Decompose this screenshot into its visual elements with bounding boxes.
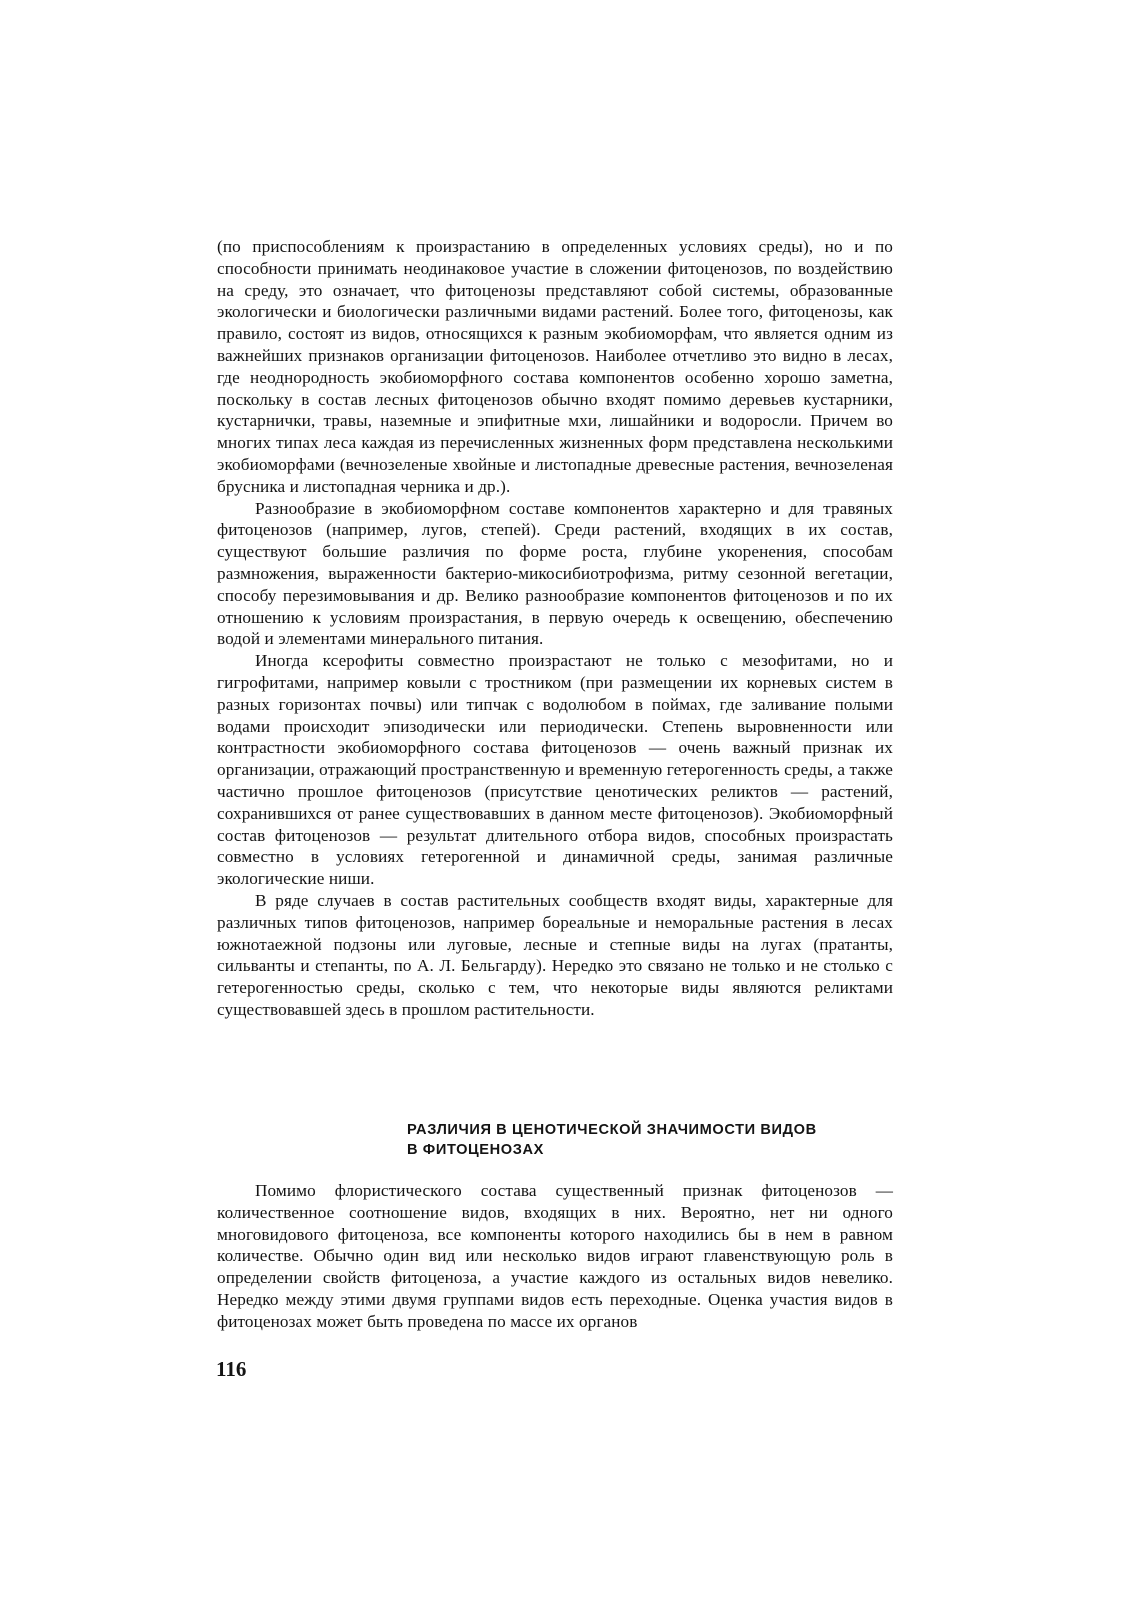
paragraph-diversity-grass: Разнообразие в экобиоморфном составе компонентов характерно и для травяных фитоценозов (например, лугов, степей). Среди растений, входящих в их состав, существуют большие различия по форме роста, глубине укоренения, способам размножения, выраженности бактерио-микосибиотрофизма, ритму сезонной вегетации, способу перезимовывания и др. Велико разнообразие компонентов фитоценозов и по их отношению к условиям произрастания, в первую очередь к освещению, обеспечению водой и элементами минерального питания.: [217, 498, 893, 649]
paragraph-xerophytes: Иногда ксерофиты совместно произрастают не только с мезофитами, но и гигрофитами, например ковыли с тростником (при размещении их корневых систем в разных горизонтах почвы) или типчак с водолюбом в поймах, где заливание полыми водами происходит эпизодически или периодически. Степень выровненности или контрастности экобиоморфного состава фитоценозов — очень важный признак их организации, отражающий пространственную и временную гетерогенность среды, а также частично прошлое фитоценозов (присутствие ценотических реликтов — растений, сохранившихся от ранее существовавших в данном месте фитоценозов). Экобиоморфный состав фитоценозов — результат длительного отбора видов, способных произрастать совместно в условиях гетерогенной и динамичной среды, занимая различные экологические ниши.: [217, 651, 893, 889]
section-heading-line-2: В ФИТОЦЕНОЗАХ: [407, 1142, 544, 1158]
section-text: [217, 1180, 893, 1333]
section-heading: [407, 1120, 887, 1160]
section-heading-line-1: РАЗЛИЧИЯ В ЦЕНОТИЧЕСКОЙ ЗНАЧИМОСТИ ВИДОВ: [407, 1122, 817, 1138]
paragraph-community-species: В ряде случаев в состав растительных сообществ входят виды, характерные для различных типов фитоценозов, например бореальные и неморальные растения в лесах южнотаежной подзоны или луговые, лесные и степные виды на лугах (пратанты, сильванты и степанты, по А. Л. Бельгарду). Нередко это связано не только и не столько с гетерогенностью среды, сколько с тем, что некоторые виды являются реликтами существовавшей здесь в прошлом растительности.: [217, 890, 893, 1019]
page-number: 116: [216, 1357, 247, 1381]
paragraph-floristic-composition: Помимо флористического состава существенный признак фитоценозов — количественное соотношение видов, входящих в них. Вероятно, нет ни одного многовидового фитоценоза, все компоненты которого находились бы в нем в равном количестве. Обычно один вид или несколько видов играют главенствующую роль в определении свойств фитоценоза, а участие каждого из остальных видов невелико. Нередко между этими двумя группами видов есть переходные. Оценка участия видов в фитоценозах может быть проведена по массе их органов: [217, 1181, 893, 1331]
body-text: [217, 236, 893, 1021]
paragraph-continuation: (по приспособлениям к произрастанию в определенных условиях среды), но и по способности принимать неодинаковое участие в сложении фитоценозов, по воздействию на среду, это означает, что фитоценозы представляют собой системы, образованные экологически и биологически различными видами растений. Более того, фитоценозы, как правило, состоят из видов, относящихся к разным экобиоморфам, что является одним из важнейших признаков организации фитоценозов. Наиболее отчетливо это видно в лесах, где неоднородность экобиоморфного состава компонентов особенно хорошо заметна, поскольку в состав лесных фитоценозов обычно входят помимо деревьев кустарники, кустарнички, травы, наземные и эпифитные мхи, лишайники и водоросли. Причем во многих типах леса каждая из перечисленных жизненных форм представлена несколькими экобиоморфами (вечнозеленые хвойные и листопадные древесные растения, вечнозеленая брусника и листопадная черника и др.).: [217, 237, 893, 496]
